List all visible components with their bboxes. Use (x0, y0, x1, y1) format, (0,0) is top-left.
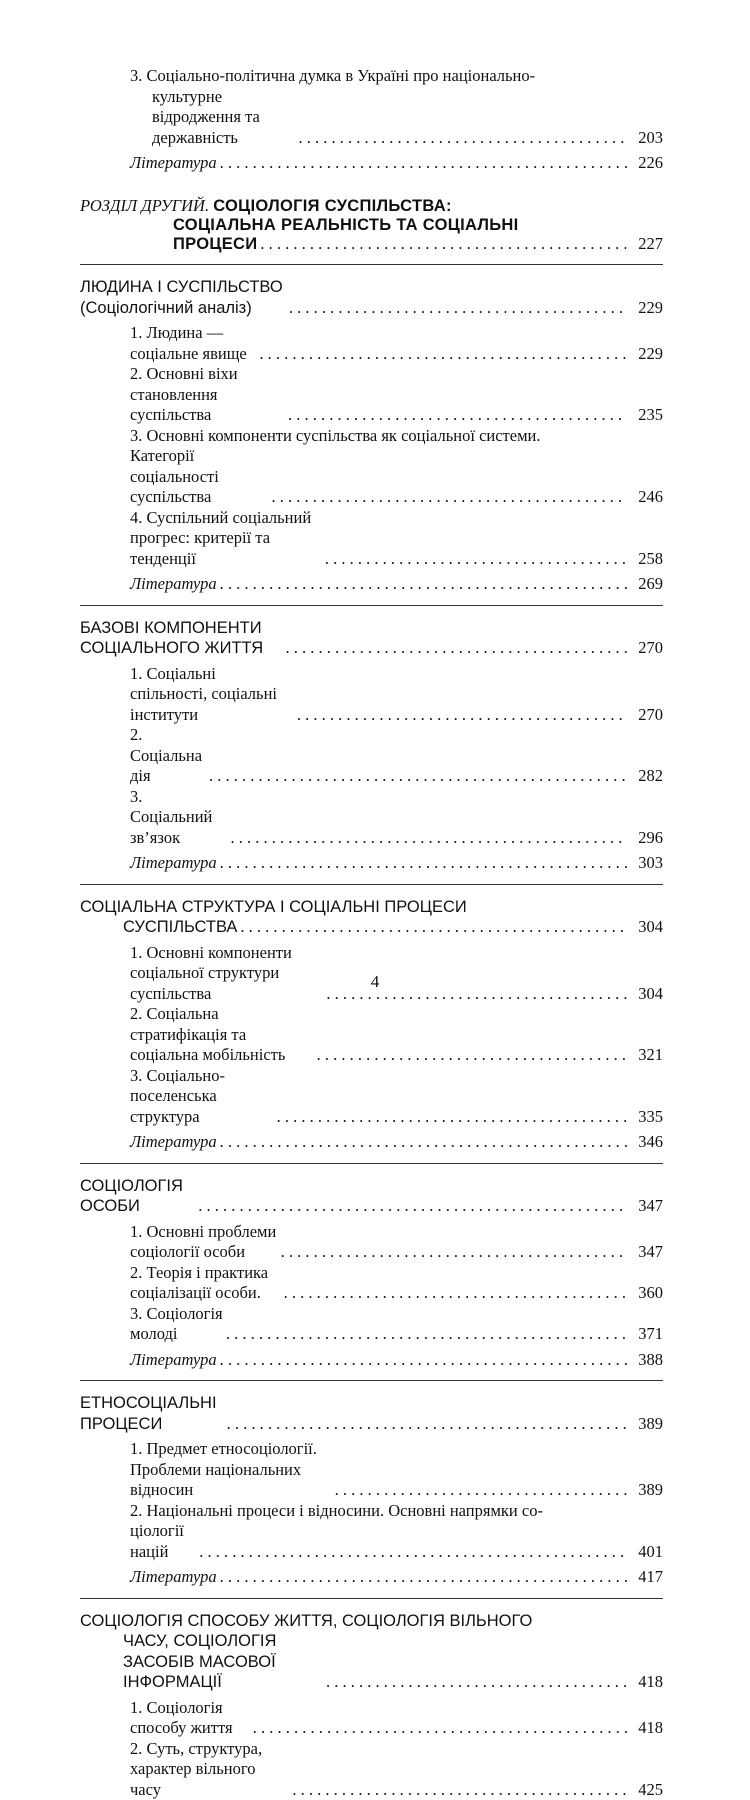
toc-page-number: 304 (627, 917, 663, 938)
toc-page-number: 418 (627, 1672, 663, 1693)
leader-dots (285, 405, 627, 426)
toc-page-number: 335 (627, 1107, 663, 1128)
leader-dots (217, 853, 627, 874)
toc-page-number: 270 (627, 705, 663, 726)
leader-dots (314, 1045, 627, 1066)
leader-dots (268, 487, 627, 508)
toc-page-number: 282 (627, 766, 663, 787)
toc-entry-label: 1. Основні проблеми соціології особи (130, 1222, 278, 1263)
toc-entry-label-line2: ціології націй (130, 1521, 196, 1562)
toc-page-number: 303 (627, 853, 663, 874)
leader-dots (217, 153, 627, 174)
toc-chapter[interactable] (80, 1393, 663, 1434)
leader-dots (224, 1414, 627, 1435)
toc-entry-label: 2. Соціальна дія (130, 725, 206, 787)
toc-page-number: 389 (627, 1414, 663, 1435)
leader-dots (323, 1672, 627, 1693)
leader-dots (250, 1718, 627, 1739)
toc-page-number: 347 (627, 1242, 663, 1263)
toc-page-number: 296 (627, 828, 663, 849)
toc-entry-label: 1. Людина — соціальне явище (130, 323, 256, 364)
toc-entry[interactable] (130, 1439, 663, 1501)
toc-chapter[interactable] (80, 1631, 663, 1693)
leader-dots (217, 574, 627, 595)
toc-entry[interactable] (130, 446, 663, 508)
leader-dots (257, 234, 627, 255)
leader-dots (227, 828, 627, 849)
toc-page-number: 346 (627, 1132, 663, 1153)
toc-chapter[interactable] (80, 917, 663, 938)
toc-entry-label-line1: 3. Соціально-політична думка в Україні про національно- (130, 66, 663, 87)
toc-page-number: 401 (627, 1542, 663, 1563)
toc-entry-label: Література (130, 1567, 217, 1588)
toc-entry-label-line1: 2. Національні процеси і відносини. Основні напрямки со- (130, 1501, 663, 1522)
toc-entry-label: 4. Суспільний соціальний прогрес: критерії та тенденції (130, 508, 322, 570)
divider (80, 1380, 663, 1381)
leader-dots (289, 1780, 627, 1800)
chapter-title: ЕТНОСОЦІАЛЬНІ ПРОЦЕСИ (80, 1393, 224, 1434)
toc-page-number: 269 (627, 574, 663, 595)
toc-page-number: 246 (627, 487, 663, 508)
toc-page-number: 417 (627, 1567, 663, 1588)
toc-literature-entry[interactable] (130, 153, 663, 174)
leader-dots (256, 344, 627, 365)
toc-entry[interactable] (130, 364, 663, 426)
section-title-line1: СОЦІОЛОГІЯ СУСПІЛЬСТВА: (213, 197, 452, 215)
toc-page-number: 304 (627, 984, 663, 1005)
toc-entry[interactable] (130, 1521, 663, 1562)
section-title-line2: СОЦІАЛЬНА РЕАЛЬНІСТЬ ТА СОЦІАЛЬНІ (80, 216, 663, 235)
toc-entry-label: 1. Соціологія способу життя (130, 1698, 250, 1739)
toc-entry-label: Література (130, 1350, 217, 1371)
leader-dots (332, 1480, 627, 1501)
toc-page-number: 258 (627, 549, 663, 570)
toc-entry-label: Література (130, 153, 217, 174)
chapter-title: СОЦІОЛОГІЯ ОСОБИ (80, 1176, 195, 1217)
toc-entry-label: Література (130, 853, 217, 874)
chapter-title-line2: ЧАСУ, СОЦІОЛОГІЯ ЗАСОБІВ МАСОВОЇ ІНФОРМАЦІЇ (123, 1631, 323, 1693)
toc-entry[interactable] (130, 1066, 663, 1128)
toc-page-number: 235 (627, 405, 663, 426)
toc-entry[interactable] (130, 725, 663, 787)
chapter-title: ЛЮДИНА І СУСПІЛЬСТВО (Соціологічний аналіз) (80, 277, 286, 318)
toc-page-number: 371 (627, 1324, 663, 1345)
toc-entry[interactable] (130, 87, 663, 149)
toc-page-number: 425 (627, 1780, 663, 1800)
leader-dots (223, 1324, 627, 1345)
leader-dots (217, 1350, 627, 1371)
toc-page-number: 389 (627, 1480, 663, 1501)
toc-entry[interactable] (130, 1698, 663, 1739)
toc-page-number: 418 (627, 1718, 663, 1739)
toc-entry-label: 2. Суть, структура, характер вільного часу (130, 1739, 289, 1800)
section-prefix: РОЗДІЛ ДРУГИЙ. (80, 196, 209, 215)
leader-dots (281, 1283, 627, 1304)
leader-dots (278, 1242, 627, 1263)
toc-entry-label-line1: 3. Основні компоненти суспільства як соціальної системи. (130, 426, 663, 447)
divider (80, 884, 663, 885)
table-of-contents (80, 66, 663, 1800)
toc-literature-entry[interactable] (130, 853, 663, 874)
leader-dots (237, 917, 627, 938)
toc-entry-label: Література (130, 1132, 217, 1153)
toc-literature-entry[interactable] (130, 1350, 663, 1371)
leader-dots (296, 128, 628, 149)
toc-literature-entry[interactable] (130, 1567, 663, 1588)
leader-dots (196, 1542, 627, 1563)
toc-entry[interactable] (130, 508, 663, 570)
toc-literature-entry[interactable] (130, 1132, 663, 1153)
chapter-title-line1: СОЦІОЛОГІЯ СПОСОБУ ЖИТТЯ, СОЦІОЛОГІЯ ВІЛЬНОГО (80, 1611, 663, 1632)
toc-entry[interactable] (130, 787, 663, 849)
toc-literature-entry[interactable] (130, 574, 663, 595)
divider (80, 264, 663, 265)
toc-entry[interactable] (130, 1739, 663, 1800)
toc-entry-label: Література (130, 574, 217, 595)
toc-entry-label: 2. Соціальна стратифікація та соціальна мобільність (130, 1004, 314, 1066)
toc-entry-label: 1. Соціальні спільності, соціальні інститути (130, 664, 294, 726)
toc-page-number: 388 (627, 1350, 663, 1371)
leader-dots (195, 1196, 627, 1217)
leader-dots (283, 638, 628, 659)
toc-entry-label: 1. Основні компоненти соціальної структури суспільства (130, 943, 323, 1005)
toc-entry[interactable] (130, 664, 663, 726)
section-title-line3: ПРОЦЕСИ (80, 234, 257, 255)
toc-page-number: 270 (627, 638, 663, 659)
toc-entry-label: 2. Теорія і практика соціалізації особи. (130, 1263, 281, 1304)
toc-entry[interactable] (130, 1004, 663, 1066)
toc-entry-label: 3. Соціологія молоді (130, 1304, 223, 1345)
chapter-title-line2: СУСПІЛЬСТВА (123, 917, 237, 938)
toc-page-number: 203 (627, 128, 663, 149)
toc-entry-label-line2: Категорії соціальності суспільства (130, 446, 268, 508)
toc-entry[interactable] (130, 323, 663, 364)
toc-chapter[interactable] (80, 277, 663, 318)
section-heading[interactable] (80, 196, 663, 255)
toc-entry-label: 1. Предмет етносоціології. Проблеми національних відносин (130, 1439, 332, 1501)
toc-entry[interactable] (130, 1222, 663, 1263)
page-number: 4 (0, 972, 750, 992)
leader-dots (206, 766, 627, 787)
toc-entry-label: 3. Соціальний зв’язок (130, 787, 227, 849)
leader-dots (286, 298, 627, 319)
toc-page-number: 227 (627, 234, 663, 255)
toc-chapter[interactable] (80, 618, 663, 659)
chapter-title: БАЗОВІ КОМПОНЕНТИ СОЦІАЛЬНОГО ЖИТТЯ (80, 618, 283, 659)
divider (80, 1598, 663, 1599)
toc-page-number: 226 (627, 153, 663, 174)
leader-dots (274, 1107, 627, 1128)
toc-chapter[interactable] (80, 1176, 663, 1217)
divider (80, 605, 663, 606)
leader-dots (217, 1567, 627, 1588)
toc-page-number: 229 (627, 298, 663, 319)
divider (80, 1163, 663, 1164)
leader-dots (294, 705, 627, 726)
toc-page-number: 321 (627, 1045, 663, 1066)
toc-entry[interactable] (130, 1263, 663, 1304)
toc-entry[interactable] (130, 1304, 663, 1345)
chapter-title-line1: СОЦІАЛЬНА СТРУКТУРА І СОЦІАЛЬНІ ПРОЦЕСИ (80, 897, 663, 918)
toc-page-number: 347 (627, 1196, 663, 1217)
toc-entry (130, 66, 663, 87)
leader-dots (217, 1132, 627, 1153)
toc-page-number: 360 (627, 1283, 663, 1304)
leader-dots (322, 549, 627, 570)
toc-entry-label: 3. Соціально-поселенська структура (130, 1066, 274, 1128)
toc-entry-label: 2. Основні віхи становлення суспільства (130, 364, 285, 426)
toc-page-number: 229 (627, 344, 663, 365)
toc-entry-label-line2: культурне відродження та державність (152, 87, 296, 149)
